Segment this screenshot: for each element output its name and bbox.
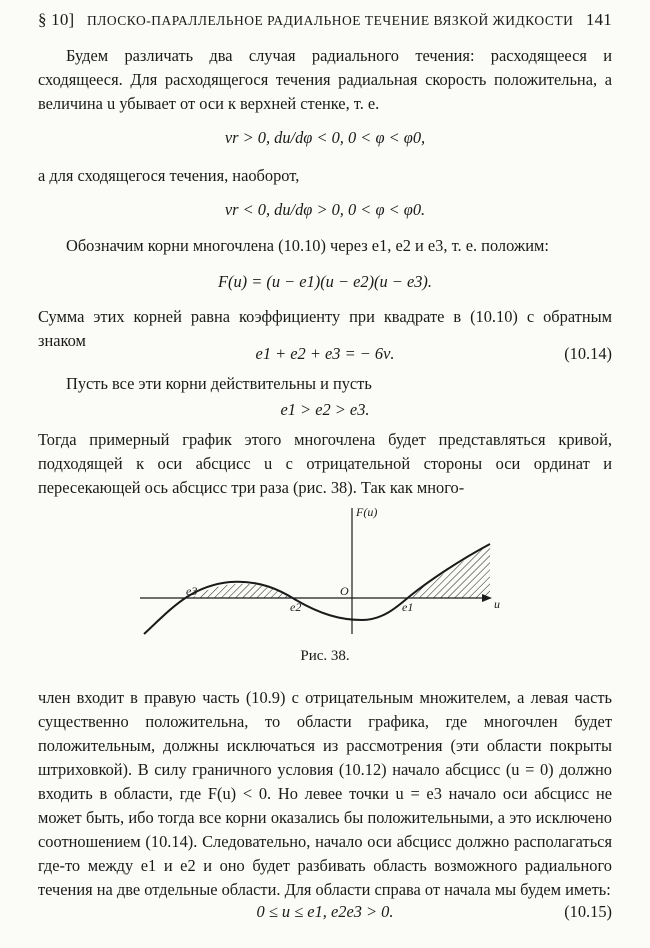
root-label-e3: e3: [186, 584, 198, 598]
paragraph-3: Обозначим корни многочлена (10.10) через e1, e2 и e3, т. е. положим:: [66, 236, 549, 255]
running-header: [38, 10, 612, 34]
page-number: 141: [585, 10, 612, 29]
paragraph-1: Будем различать два случая радиального течения: расходящееся и сходящееся. Для расходящегося течения радиальная скорость положительна, а величина u убывает от оси к верхней стенке, т. е.: [38, 46, 612, 113]
figure-caption: Рис. 38.: [300, 648, 350, 664]
root-label-e2: e2: [290, 600, 302, 614]
formula-root-order: e1 > e2 > e3.: [280, 400, 370, 419]
paragraph-6: Тогда примерный график этого многочлена будет представляться кривой, подходящей к оси абсцисс u с отрицательной стороны оси ординат и пересекающей ось абсцисс три раза (рис. 38). Так как много-: [38, 430, 612, 497]
formula-right-region-text: 0 ≤ u ≤ e1, e2e3 > 0.: [256, 902, 394, 921]
paragraph-4: Сумма этих корней равна коэффициенту при квадрате в (10.10) с обратным знаком: [38, 307, 612, 350]
y-axis-label: F(u): [356, 505, 378, 519]
figure-38-graph: [130, 498, 510, 646]
paragraph-7: член входит в правую часть (10.9) с отрицательным множителем, а левая часть существенно положительна, то области графика, где многочлен будет положительным, должны исключаться из рассмотрения (эти области покрыты штриховкой). В силу граничного условия (10.12) начало абсцисс (u = 0) должно входить в области, где F(u) < 0. Но левее точки u = e3 начало оси абсцисс не может быть, ибо тогда все корни оказались бы положительными, а это исключено соотношением (10.14). Следовательно, начало оси абсцисс должно располагаться где-то между e1 и e2 и оно будет разбивать область возможного радиального течения на две отдельные области. Для области справа от начала мы будем иметь:: [38, 688, 612, 899]
origin-label: O: [340, 584, 349, 598]
formula-polynomial: F(u) = (u − e1)(u − e2)(u − e3).: [218, 272, 432, 291]
formula-sum-text: e1 + e2 + e3 = − 6ν.: [255, 344, 395, 363]
x-axis-label: u: [494, 597, 500, 611]
formula-sum-of-roots: [38, 342, 612, 366]
paragraph-2: а для сходящегося течения, наоборот,: [38, 166, 300, 185]
equation-number-10-14: (10.14): [564, 344, 612, 363]
header-title: ПЛОСКО-ПАРАЛЛЕЛЬНОЕ РАДИАЛЬНОЕ ТЕЧЕНИЕ ВЯЗКОЙ ЖИДКОСТИ: [86, 13, 574, 28]
formula-divergent: vr > 0, du/dφ < 0, 0 < φ < φ0,: [224, 128, 426, 147]
formula-convergent: vr < 0, du/dφ > 0, 0 < φ < φ0.: [224, 200, 426, 219]
formula-right-region: [38, 900, 612, 924]
equation-number-10-15: (10.15): [564, 902, 612, 921]
section-mark: § 10]: [38, 10, 75, 29]
paragraph-5: Пусть все эти корни действительны и пусть: [66, 374, 372, 393]
root-label-e1: e1: [402, 600, 414, 614]
